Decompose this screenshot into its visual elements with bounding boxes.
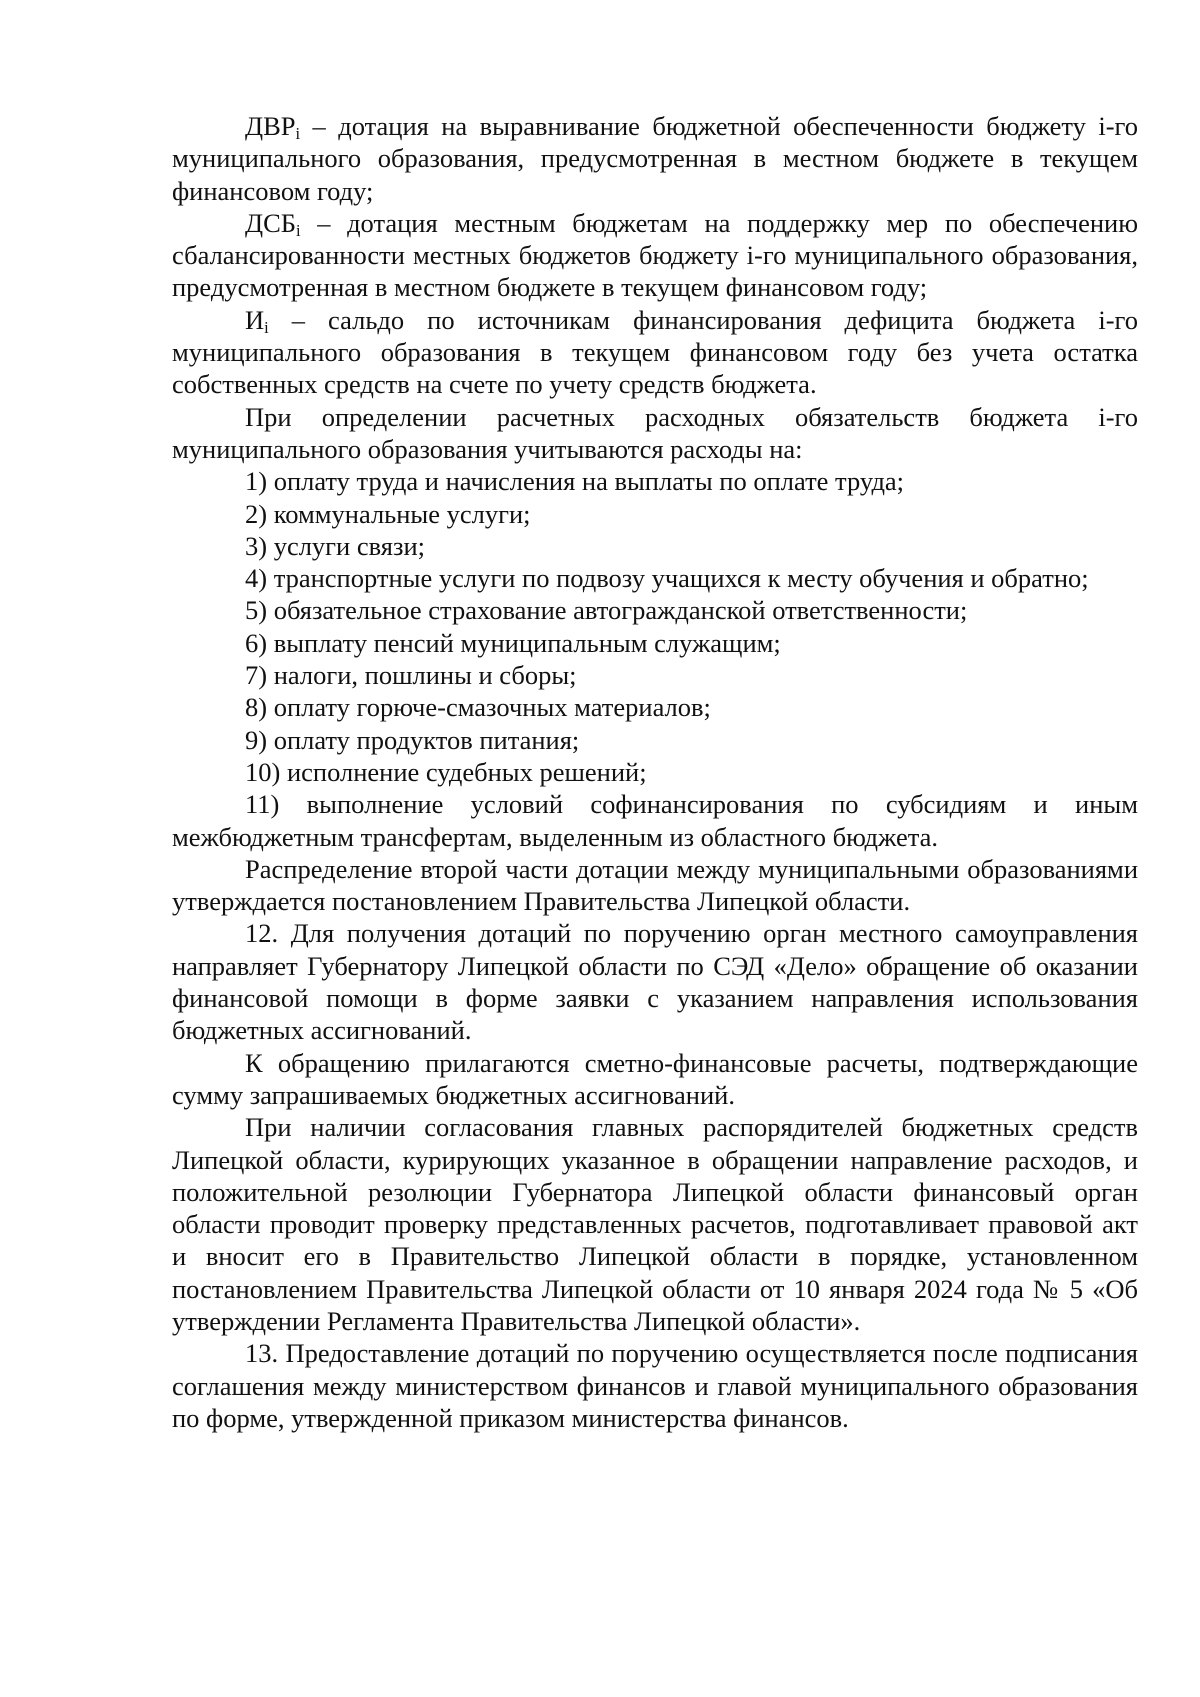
definition-dsb — [172, 207, 1138, 304]
definition-dvr — [172, 110, 1138, 207]
symbol-dvr-subscript: i — [295, 124, 301, 144]
document-page — [172, 110, 1138, 1434]
expense-item-5: 5) обязательное страхование автогражданской ответственности; — [245, 595, 968, 626]
expenses-intro: При определении расчетных расходных обязательств бюджета i-го муниципального образования учитываются расходы на: — [172, 401, 1138, 464]
expense-item-1: 1) оплату труда и начисления на выплаты по оплате труда; — [245, 466, 905, 497]
expense-item-2: 2) коммунальные услуги; — [245, 498, 531, 529]
expenses-list — [172, 465, 1138, 853]
expense-item-8: 8) оплату горюче-смазочных материалов; — [245, 692, 711, 723]
symbol-dsb-subscript: i — [295, 220, 301, 240]
expense-item-11: 11) выполнение условий софинансирования по субсидиям и иным межбюджетным трансфертам, выделенным из областного бюджета. — [172, 789, 1138, 852]
expense-item-7: 7) налоги, пошлины и сборы; — [245, 660, 577, 691]
clause-13: 13. Предоставление дотаций по поручению осуществляется после подписания соглашения между министерством финансов и главой муниципального образования по форме, утвержденной приказом министерства финансов. — [172, 1338, 1138, 1433]
symbol-dvr: ДВР — [245, 111, 296, 141]
definition-i-text: – сальдо по источникам финансирования дефицита бюджета i-го муниципального образования в текущем финансовом году без учета остатка собственных средств на счете по учету средств бюджета. — [172, 304, 1138, 400]
approval-paragraph: При наличии согласования главных распорядителей бюджетных средств Липецкой области, курирующих указанное в обращении направление расходов, и положительной резолюции Губернатора Липецкой области финансовый орган области проводит проверку представленных расчетов, подготавливает правовой акт и вносит его в Правительство Липецкой области в порядке, установленном постановлением Правительства Липецкой области от 10 января 2024 года № 5 «Об утверждении Регламента Правительства Липецкой области». — [172, 1112, 1138, 1336]
definition-dsb-text: – дотация местным бюджетам на поддержку мер по обеспечению сбалансированности местных бюджетов бюджету i-го муниципального образования, предусмотренная в местном бюджете в текущем финансовом году; — [172, 207, 1138, 303]
expense-item-6: 6) выплату пенсий муниципальным служащим; — [245, 627, 781, 658]
symbol-dsb: ДСБ — [245, 207, 296, 238]
definition-dvr-text: – дотация на выравнивание бюджетной обеспеченности бюджету i-го муниципального образования, предусмотренная в местном бюджете в текущем финансовом году; — [172, 111, 1138, 206]
definition-i — [172, 304, 1138, 401]
symbol-i-subscript: i — [264, 317, 269, 337]
symbol-i: И — [245, 304, 265, 335]
clause-12: 12. Для получения дотаций по поручению орган местного самоуправления направляет Губернатору Липецкой области по СЭД «Дело» обращение об оказании финансовой помощи в форме заявки с указанием направления использования бюджетных ассигнований. — [172, 918, 1138, 1046]
attachments-paragraph: К обращению прилагаются сметно-финансовые расчеты, подтверждающие сумму запрашиваемых бюджетных ассигнований. — [172, 1047, 1138, 1110]
expense-item-3: 3) услуги связи; — [245, 530, 425, 561]
expense-item-10: 10) исполнение судебных решений; — [245, 756, 647, 787]
expense-item-4: 4) транспортные услуги по подвозу учащихся к месту обучения и обратно; — [245, 563, 1089, 594]
expense-item-9: 9) оплату продуктов питания; — [245, 724, 580, 755]
distribution-paragraph: Распределение второй части дотации между муниципальными образованиями утверждается постановлением Правительства Липецкой области. — [172, 853, 1138, 917]
